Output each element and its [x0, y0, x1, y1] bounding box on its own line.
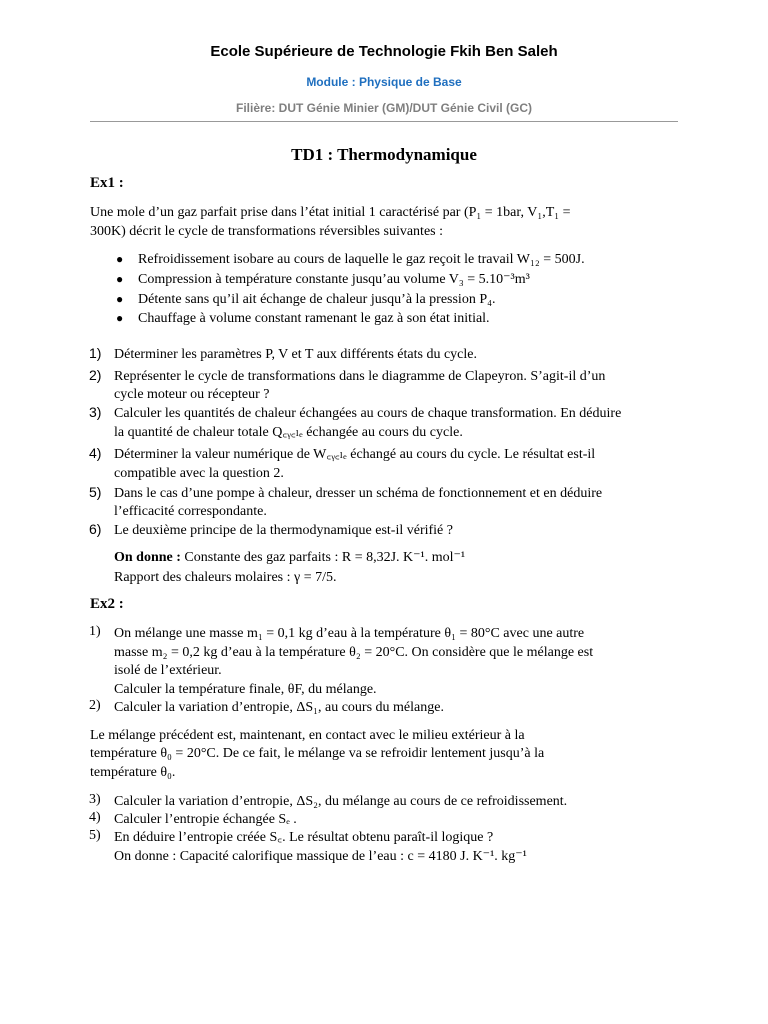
ex2-q1-line1: On mélange une masse m₁ = 0,1 kg d’eau à la température θ₁ = 80°C avec une autre [114, 626, 585, 641]
ex2-q4-line1: Calculer l’entropie échangée Sₑ . [114, 812, 297, 827]
ex2-q5-line2: On donne : Capacité calorifique massique de l’eau : c = 4180 J. K⁻¹. kg⁻¹ [114, 849, 527, 864]
q2-line2: cycle moteur ou récepteur ? [114, 387, 270, 402]
ex2-q5-number: 5) [89, 828, 101, 843]
given-block [114, 548, 465, 567]
page-title: TD1 : Thermodynamique [291, 145, 477, 164]
q5-line2: l’efficacité correspondante. [114, 504, 267, 519]
q5-number: 5) [89, 484, 102, 500]
bullet-icon: ● [116, 311, 124, 325]
ex2-q1-line3: isolé de l’extérieur. [114, 663, 222, 678]
ex2-heading: Ex2 : [90, 596, 124, 612]
q3-number: 3) [89, 404, 102, 420]
module-name: Module : Physique de Base [306, 75, 462, 89]
bullet-icon: ● [116, 252, 124, 266]
filiere: Filière: DUT Génie Minier (GM)/DUT Génie Civil (GC) [235, 101, 533, 115]
ex2-q1-line2: masse m₂ = 0,2 kg d’eau à la température θ₂ = 20°C. On considère que le mélange est [114, 645, 594, 660]
q6-line1: Le deuxième principe de la thermodynamique est-il vérifié ? [114, 523, 453, 538]
q3-line1: Calculer les quantités de chaleur échangées au cours de chaque transformation. En déduire [114, 406, 622, 421]
q4-line2: compatible avec la question 2. [114, 466, 284, 481]
ex1-bullet-4: Chauffage à volume constant ramenant le gaz à son état initial. [138, 311, 490, 326]
q2-line1: Représenter le cycle de transformations dans le diagramme de Clapeyron. S’agit-il d’un [114, 369, 606, 384]
header-divider [90, 121, 678, 122]
ex1-intro-line2: 300K) décrit le cycle de transformations réversibles suivantes : [90, 224, 443, 239]
ex2-q4-number: 4) [89, 810, 101, 825]
ex2-para-line3: température θ₀. [90, 765, 176, 780]
q2-number: 2) [89, 367, 102, 383]
given-line2: Rapport des chaleurs molaires : γ = 7/5. [114, 570, 337, 585]
bullet-icon: ● [116, 292, 124, 306]
ex2-para-line1: Le mélange précédent est, maintenant, en contact avec le milieu extérieur à la [90, 728, 525, 743]
ex2-q3-number: 3) [89, 792, 101, 807]
q1-line1: Déterminer les paramètres P, V et T aux différents états du cycle. [114, 347, 477, 362]
q3-line2: la quantité de chaleur totale Q꜀ᵧ꜀ₗₑ échangée au cours du cycle. [114, 425, 463, 440]
q4-line1: Déterminer la valeur numérique de W꜀ᵧ꜀ₗₑ échangé au cours du cycle. Le résultat est-il [114, 447, 596, 462]
ex2-q1-line4: Calculer la température finale, θF, du mélange. [114, 682, 377, 697]
ex2-q3-line1: Calculer la variation d’entropie, ΔS₂, du mélange au cours de ce refroidissement. [114, 794, 568, 809]
q5-line1: Dans le cas d’une pompe à chaleur, dresser un schéma de fonctionnement et en déduire [114, 486, 603, 501]
ex2-q2-number: 2) [89, 698, 101, 713]
ex2-para-line2: température θ₀ = 20°C. De ce fait, le mélange va se refroidir lentement jusqu’à la [90, 746, 545, 761]
ex1-intro-line1: Une mole d’un gaz parfait prise dans l’état initial 1 caractérisé par (P₁ = 1bar, V₁,T₁ = [90, 205, 571, 220]
ex1-bullet-3: Détente sans qu’il ait échange de chaleur jusqu’à la pression P₄. [138, 292, 496, 307]
q1-number: 1) [89, 345, 102, 361]
ex2-q2-line1: Calculer la variation d’entropie, ΔS₁, au cours du mélange. [114, 700, 444, 715]
ex2-q5-line1: En déduire l’entropie créée S꜀. Le résultat obtenu paraît-il logique ? [114, 830, 494, 845]
ex2-q1-number: 1) [89, 624, 101, 639]
bullet-icon: ● [116, 272, 124, 286]
q6-number: 6) [89, 521, 102, 537]
school-name: Ecole Supérieure de Technologie Fkih Ben Saleh [210, 43, 558, 60]
ex1-heading: Ex1 : [90, 175, 124, 191]
q4-number: 4) [89, 445, 102, 461]
ex1-bullet-2: Compression à température constante jusqu’au volume V₃ = 5.10⁻³m³ [138, 272, 530, 287]
given-line1: Constante des gaz parfaits : R = 8,32J. K⁻¹. mol⁻¹ [184, 550, 466, 565]
given-label: On donne : [114, 550, 181, 565]
ex1-bullet-1: Refroidissement isobare au cours de laquelle le gaz reçoit le travail W₁₂ = 500J. [138, 252, 585, 267]
